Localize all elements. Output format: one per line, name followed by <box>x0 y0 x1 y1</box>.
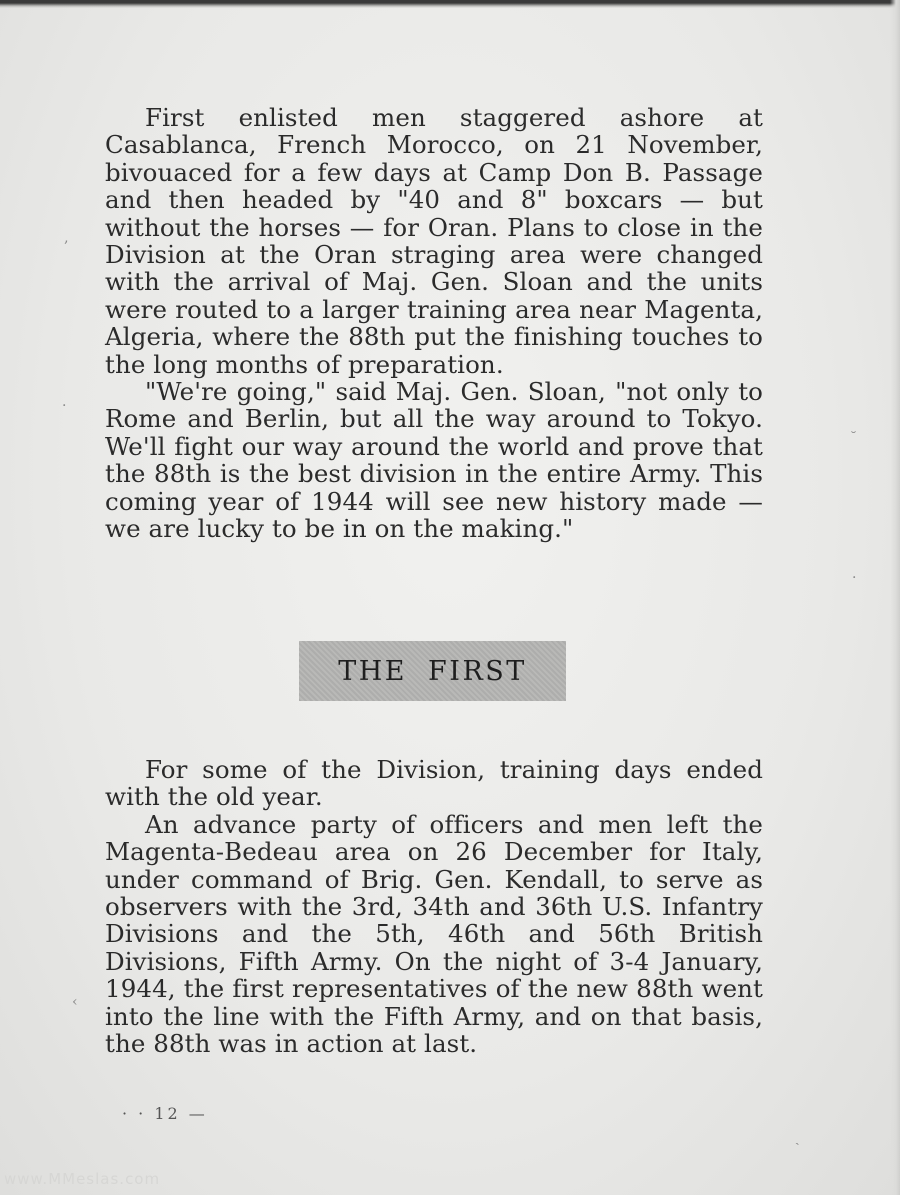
page-right-edge <box>890 0 900 1195</box>
paper-speck: ˏ <box>795 1130 800 1146</box>
page-number-value: 12 <box>154 1104 181 1123</box>
section-heading-box <box>299 641 566 701</box>
paper-speck: ˘ <box>850 430 857 446</box>
text-block-bottom <box>105 756 763 1057</box>
paragraph-arrival: First enlisted men staggered ashore at Casablanca, French Morocco, on 21 November, bivouaced for a few days at Camp Don B. Passage and then headed by "40 and 8" boxcars — but without the horses — for Oran. Plans to close in the Division at the Oran straging area were changed with the arrival of Maj. Gen. Sloan and the units were routed to a larger training area near Magenta, Algeria, where the 88th put the finishing touches to the long months of preparation. <box>105 103 763 379</box>
paper-speck: ‹ <box>72 994 78 1010</box>
page-top-edge <box>0 0 900 8</box>
paragraph-sloan-quote: "We're going," said Maj. Gen. Sloan, "not only to Rome and Berlin, but all the way around to Tokyo. We'll fight our way around the world and prove that the 88th is the best division in the entire Army. This coming year of 1944 will see new history made — we are lucky to be in on the making." <box>105 377 763 544</box>
paper-speck: · <box>852 570 857 586</box>
paragraph-training-ended: For some of the Division, training days ended with the old year. <box>105 755 763 812</box>
page-number-right-dash: — <box>180 1104 208 1123</box>
paper-speck: · <box>62 398 67 414</box>
section-heading: THE FIRST <box>338 655 527 687</box>
site-watermark: www.MMeslas.com <box>4 1170 161 1188</box>
paragraph-advance-party: An advance party of officers and men left the Magenta-Bedeau area on 26 December for Italy, under command of Brig. Gen. Kendall, to serve as observers with the 3rd, 34th and 36th U.S. Infantry Divisions and the 5th, 46th and 56th British Divisions, Fifth Army. On the night of 3-4 January, 1944, the first representatives of the new 88th went into the line with the Fifth Army, and on that basis, the 88th was in action at last. <box>105 809 763 1059</box>
paper-speck: ‚ <box>64 230 69 246</box>
page-number-left-dash: · · <box>122 1104 155 1123</box>
text-block-top <box>105 104 763 543</box>
page-number <box>122 1104 208 1123</box>
